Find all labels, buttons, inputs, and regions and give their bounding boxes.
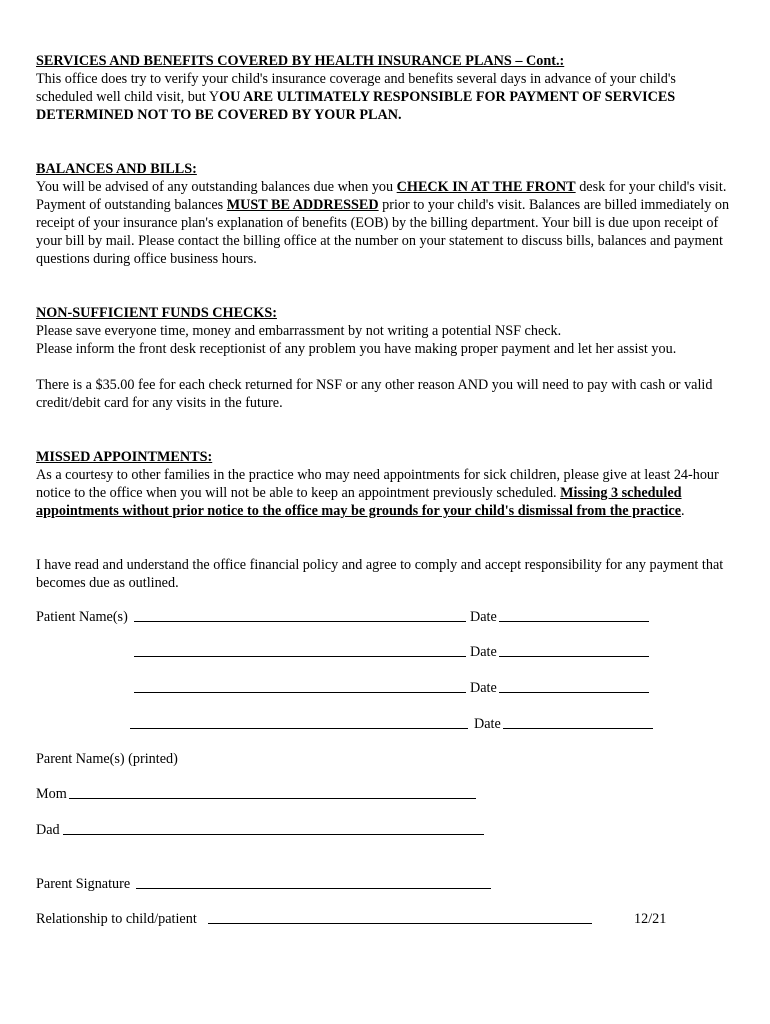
must-be-addressed-emphasis: MUST BE ADDRESSED [226,197,379,213]
relationship-label: Relationship to child/patient [36,911,197,927]
date-line-3[interactable] [499,679,649,693]
date-label-1: Date [470,609,497,625]
patient-name-line-3[interactable] [134,679,466,693]
missed-text: As a courtesy to other families in the practice who may need appointments for sick children, please give at least 24-hour notice to the office when you will not be able to keep an appointment previously scheduled. [36,467,719,501]
dad-name-line[interactable] [63,821,484,835]
insurance-text: This office does try to verify your child's insurance coverage and benefits several days in advance of your child's scheduled well child visit, but Y [36,71,676,105]
missed-heading: MISSED APPOINTMENTS: [36,449,213,465]
parent-signature-label: Parent Signature [36,876,131,892]
dad-row [36,821,736,839]
missed-paragraph [36,466,736,520]
patient-name-label: Patient Name(s) [36,609,128,625]
financial-policy-document [36,52,736,928]
date-label-3: Date [470,680,497,696]
mom-row [36,785,736,803]
insurance-responsibility-text: OU ARE ULTIMATELY RESPONSIBLE FOR PAYMENT OF SERVICES DETERMINED NOT TO BE COVERED BY YOUR PLAN. [36,89,676,123]
date-line-1[interactable] [499,608,649,622]
patient-row-4 [36,715,736,733]
balances-heading: BALANCES AND BILLS: [36,161,197,177]
balances-text-1: You will be advised of any outstanding balances due when you [36,179,397,195]
nsf-heading: NON-SUFFICIENT FUNDS CHECKS: [36,305,277,321]
date-label-2: Date [470,644,497,660]
mom-label: Mom [36,786,67,802]
nsf-line-2: Please inform the front desk receptionist of any problem you have making proper payment and let her assist you. [36,341,677,357]
dismissal-warning: Missing 3 scheduled appointments without prior notice to the office may be grounds for your child's dismissal from the practice [36,485,682,519]
parent-names-label: Parent Name(s) (printed) [36,751,178,767]
missed-text-end: . [681,503,685,519]
signature-row [36,875,736,893]
patient-row-1 [36,608,736,626]
parent-signature-line[interactable] [136,875,491,889]
agreement-text: I have read and understand the office financial policy and agree to comply and accept responsibility for any payment that becomes due as outlined. [36,557,724,591]
mom-name-line[interactable] [69,785,476,799]
relationship-row [36,910,736,928]
revision-date: 12/21 [634,911,667,927]
patient-name-line-2[interactable] [134,643,466,657]
insurance-heading: SERVICES AND BENEFITS COVERED BY HEALTH INSURANCE PLANS – Cont.: [36,53,565,69]
date-label-4: Date [474,716,501,732]
patient-row-3 [36,679,736,697]
patient-name-line-4[interactable] [130,715,468,729]
nsf-fee-text: There is a $35.00 fee for each check returned for NSF or any other reason AND you will need to pay with cash or valid credit/debit card for any visits in the future. [36,377,713,411]
balances-text-2: desk for your child's visit. Payment of outstanding balances [36,179,727,213]
check-in-emphasis: CHECK IN AT THE FRONT [396,179,576,195]
dad-label: Dad [36,822,60,838]
patient-name-line-1[interactable] [134,608,466,622]
insurance-paragraph [36,70,736,124]
balances-text-3: prior to your child's visit. Balances are billed immediately on receipt of your insurance plan's explanation of benefits (EOB) by the billing department. Your bill is due upon receipt of your bill by mail. Please contact the billing office at the number on your statement to discuss bills, balances and payment questions during office business hours. [36,197,730,267]
relationship-line[interactable] [208,910,592,924]
date-line-2[interactable] [499,643,649,657]
date-line-4[interactable] [503,715,653,729]
nsf-line-1: Please save everyone time, money and embarrassment by not writing a potential NSF check. [36,323,562,339]
patient-row-2 [36,643,736,661]
balances-paragraph [36,178,736,268]
